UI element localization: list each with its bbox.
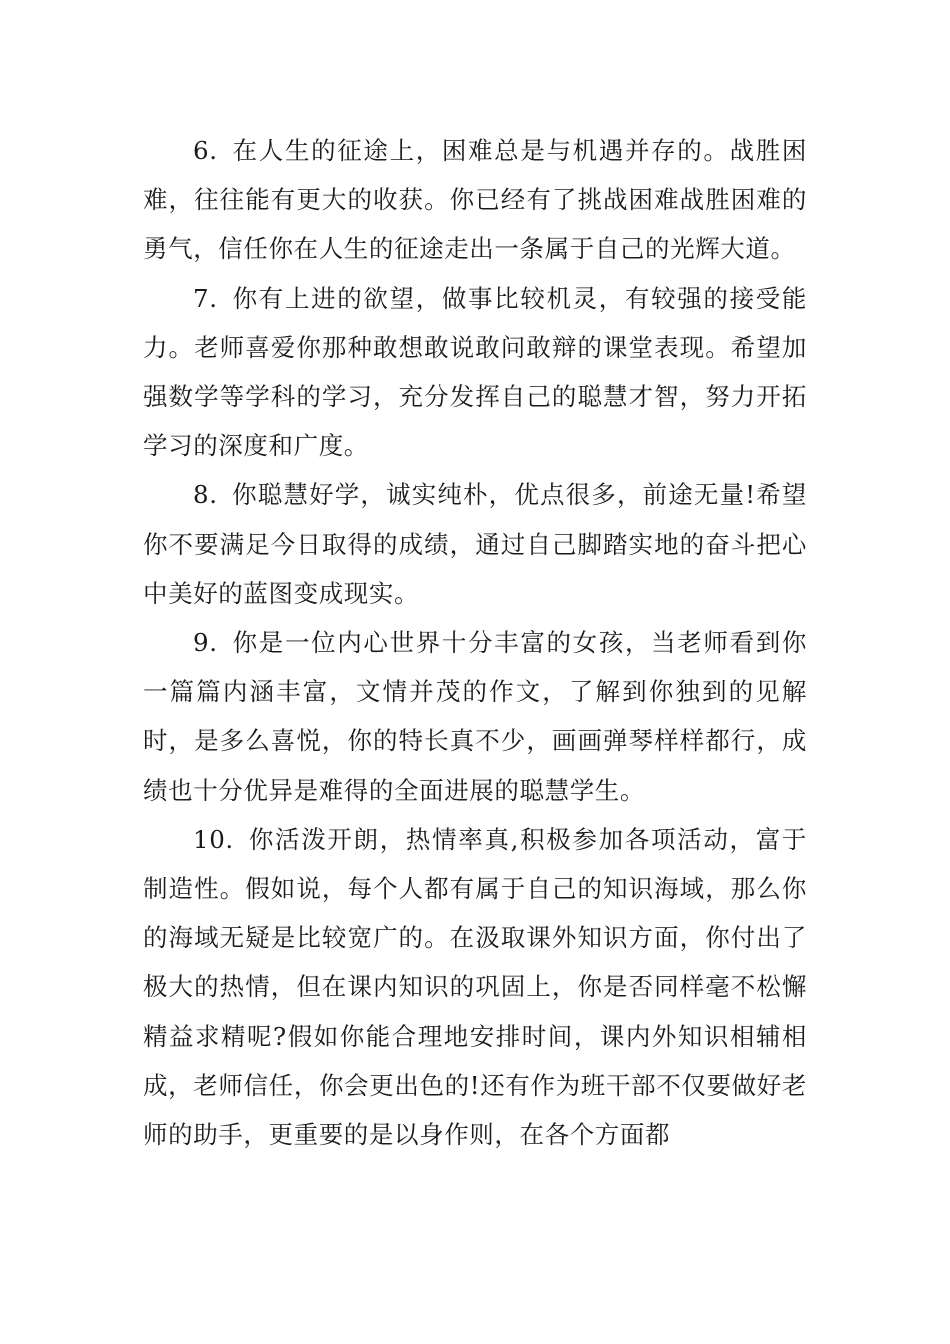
document-body bbox=[143, 126, 807, 1159]
paragraph-text: 你聪慧好学，诚实纯朴，优点很多，前途无量!希望你不要满足今日取得的成绩，通过自己脚踏实地的奋斗把心中美好的蓝图变成现实。 bbox=[143, 480, 807, 608]
paragraph-text: 你是一位内心世界十分丰富的女孩，当老师看到你一篇篇内涵丰富，文情并茂的作文，了解到你独到的见解时，是多么喜悦，你的特长真不少，画画弹琴样样都行，成绩也十分优异是难得的全面进展的聪慧学生。 bbox=[143, 628, 807, 805]
paragraph-9 bbox=[143, 618, 807, 815]
paragraph-8 bbox=[143, 470, 807, 618]
paragraph-text: 你活泼开朗，热情率真,积极参加各项活动，富于制造性。假如说，每个人都有属于自己的知识海域，那么你的海域无疑是比较宽广的。在汲取课外知识方面，你付出了极大的热情，但在课内知识的巩固上，你是否同样毫不松懈精益求精呢?假如你能合理地安排时间，课内外知识相辅相成，老师信任，你会更出色的!还有作为班干部不仅要做好老师的助手，更重要的是以身作则，在各个方面都 bbox=[143, 824, 807, 1150]
paragraph-number: 8. bbox=[193, 480, 218, 510]
paragraph-number: 10. bbox=[193, 824, 234, 854]
paragraph-7 bbox=[143, 274, 807, 471]
paragraph-number: 7. bbox=[193, 283, 218, 313]
paragraph-number: 9. bbox=[193, 628, 218, 658]
paragraph-number: 6. bbox=[193, 136, 218, 165]
paragraph-text: 在人生的征途上，困难总是与机遇并存的。战胜困难，往往能有更大的收获。你已经有了挑战困难战胜困难的勇气，信任你在人生的征途走出一条属于自己的光辉大道。 bbox=[143, 136, 807, 264]
paragraph-10 bbox=[143, 815, 807, 1159]
paragraph-6 bbox=[143, 126, 807, 274]
paragraph-text: 你有上进的欲望，做事比较机灵，有较强的接受能力。老师喜爱你那种敢想敢说敢问敢辩的课堂表现。希望加强数学等学科的学习，充分发挥自己的聪慧才智，努力开拓学习的深度和广度。 bbox=[143, 283, 807, 461]
